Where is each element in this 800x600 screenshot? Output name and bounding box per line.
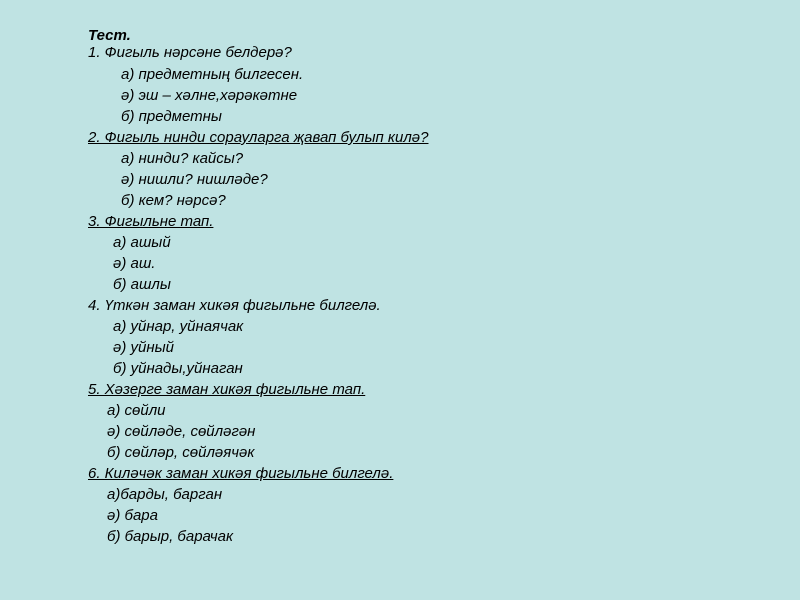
- q6-option-b: б) барыр, барачак: [107, 528, 234, 545]
- q4-option-ae: ә) уйный: [113, 339, 174, 356]
- question-5: 5. Хәзерге заман хикәя фигыльне тап.: [88, 381, 366, 398]
- q5-option-a: а) сөйли: [107, 402, 166, 419]
- q2-option-ae: ә) нишли? нишләде?: [121, 171, 268, 188]
- q5-option-b: б) сөйләр, сөйләячәк: [107, 444, 255, 461]
- q3-option-ae: ә) аш.: [113, 255, 156, 272]
- q3-option-a: а) ашый: [113, 234, 171, 251]
- q6-option-a: а)барды, барган: [107, 486, 223, 503]
- question-3: 3. Фигыльне тап.: [88, 213, 214, 230]
- q6-option-ae: ә) бара: [107, 507, 158, 524]
- question-4: 4. Үткән заман хикәя фигыльне билгелә.: [88, 297, 381, 314]
- question-2: 2. Фигыль нинди сорауларга җавап булып килә?: [88, 129, 429, 146]
- q3-option-b: б) ашлы: [113, 276, 171, 293]
- q4-option-b: б) уйнады,уйнаган: [113, 360, 243, 377]
- question-1: 1. Фигыль нәрсәне белдерә?: [88, 44, 292, 61]
- q1-option-b: б) предметны: [121, 108, 222, 125]
- q1-option-ae: ә) эш – хәлне,хәрәкәтне: [121, 87, 298, 104]
- question-6: 6. Киләчәк заман хикәя фигыльне билгелә.: [88, 465, 394, 482]
- test-title: Тест.: [88, 27, 131, 44]
- q1-option-a: а) предметның билгесен.: [121, 66, 304, 83]
- q2-option-b: б) кем? нәрсә?: [121, 192, 226, 209]
- q5-option-ae: ә) сөйләде, сөйләгән: [107, 423, 256, 440]
- q4-option-a: а) уйнар, уйнаячак: [113, 318, 244, 335]
- q2-option-a: а) нинди? кайсы?: [121, 150, 244, 167]
